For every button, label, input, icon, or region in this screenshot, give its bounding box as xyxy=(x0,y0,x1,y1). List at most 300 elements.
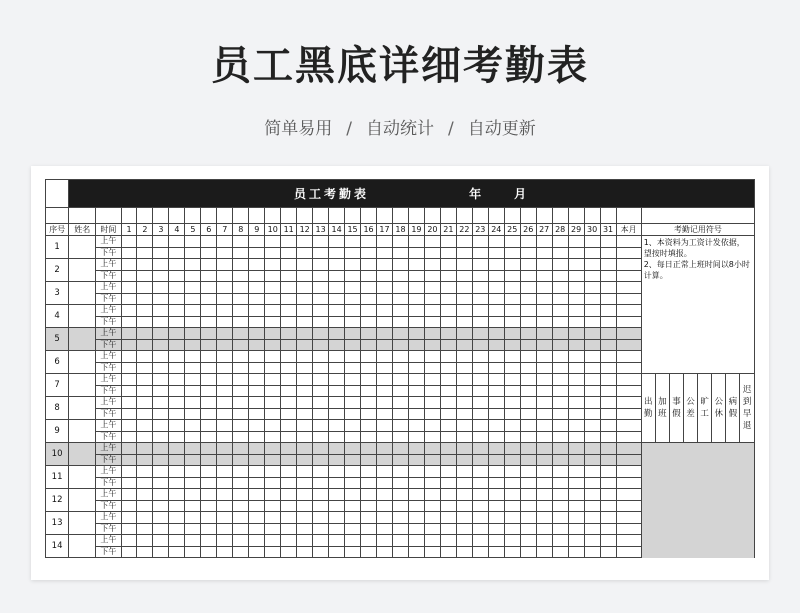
day-cell[interactable] xyxy=(600,339,616,351)
day-cell[interactable] xyxy=(185,282,201,294)
day-cell[interactable] xyxy=(185,500,201,512)
day-cell[interactable] xyxy=(201,282,217,294)
day-cell[interactable] xyxy=(456,236,472,248)
row-name-cell[interactable] xyxy=(69,535,96,558)
day-cell[interactable] xyxy=(281,546,297,558)
day-cell[interactable] xyxy=(456,489,472,501)
day-cell[interactable] xyxy=(520,385,536,397)
day-cell[interactable] xyxy=(440,420,456,432)
day-cell[interactable] xyxy=(536,408,552,420)
day-cell[interactable] xyxy=(265,385,281,397)
day-cell[interactable] xyxy=(600,293,616,305)
day-cell[interactable] xyxy=(377,523,393,535)
day-cell[interactable] xyxy=(137,466,153,478)
day-cell[interactable] xyxy=(377,270,393,282)
day-cell[interactable] xyxy=(504,535,520,547)
day-cell[interactable] xyxy=(297,431,313,443)
day-cell[interactable] xyxy=(297,270,313,282)
day-cell[interactable] xyxy=(265,282,281,294)
day-cell[interactable] xyxy=(584,431,600,443)
day-cell[interactable] xyxy=(456,546,472,558)
day-cell[interactable] xyxy=(520,500,536,512)
day-cell[interactable] xyxy=(408,236,424,248)
day-cell[interactable] xyxy=(281,362,297,374)
day-cell[interactable] xyxy=(137,339,153,351)
day-cell[interactable] xyxy=(201,535,217,547)
day-cell[interactable] xyxy=(536,466,552,478)
day-cell[interactable] xyxy=(488,420,504,432)
day-cell[interactable] xyxy=(552,282,568,294)
day-cell[interactable] xyxy=(313,362,329,374)
day-cell[interactable] xyxy=(472,443,488,455)
day-cell[interactable] xyxy=(201,466,217,478)
day-cell[interactable] xyxy=(408,512,424,524)
day-cell[interactable] xyxy=(472,374,488,386)
day-cell[interactable] xyxy=(440,351,456,363)
day-cell[interactable] xyxy=(520,454,536,466)
day-cell[interactable] xyxy=(568,362,584,374)
day-cell[interactable] xyxy=(504,477,520,489)
day-cell[interactable] xyxy=(440,316,456,328)
day-cell[interactable] xyxy=(329,489,345,501)
day-cell[interactable] xyxy=(281,236,297,248)
row-name-cell[interactable] xyxy=(69,305,96,328)
day-cell[interactable] xyxy=(584,535,600,547)
day-cell[interactable] xyxy=(361,500,377,512)
day-cell[interactable] xyxy=(169,236,185,248)
day-cell[interactable] xyxy=(504,466,520,478)
day-cell[interactable] xyxy=(440,523,456,535)
day-cell[interactable] xyxy=(536,431,552,443)
day-cell[interactable] xyxy=(424,420,440,432)
day-cell[interactable] xyxy=(456,339,472,351)
day-cell[interactable] xyxy=(552,236,568,248)
day-cell[interactable] xyxy=(329,466,345,478)
day-cell[interactable] xyxy=(121,305,137,317)
day-cell[interactable] xyxy=(153,500,169,512)
day-cell[interactable] xyxy=(297,293,313,305)
day-cell[interactable] xyxy=(313,293,329,305)
day-cell[interactable] xyxy=(520,489,536,501)
day-cell[interactable] xyxy=(201,339,217,351)
day-cell[interactable] xyxy=(456,282,472,294)
day-cell[interactable] xyxy=(552,305,568,317)
day-cell[interactable] xyxy=(153,282,169,294)
day-cell[interactable] xyxy=(233,420,249,432)
day-cell[interactable] xyxy=(153,489,169,501)
day-cell[interactable] xyxy=(345,512,361,524)
day-cell[interactable] xyxy=(137,374,153,386)
day-cell[interactable] xyxy=(568,293,584,305)
day-cell[interactable] xyxy=(392,270,408,282)
day-cell[interactable] xyxy=(456,397,472,409)
day-cell[interactable] xyxy=(424,247,440,259)
day-cell[interactable] xyxy=(201,443,217,455)
day-cell[interactable] xyxy=(408,259,424,271)
day-cell[interactable] xyxy=(361,259,377,271)
day-cell[interactable] xyxy=(584,374,600,386)
day-cell[interactable] xyxy=(361,454,377,466)
day-cell[interactable] xyxy=(520,293,536,305)
day-cell[interactable] xyxy=(584,546,600,558)
day-cell[interactable] xyxy=(472,270,488,282)
day-cell[interactable] xyxy=(536,477,552,489)
day-cell[interactable] xyxy=(408,293,424,305)
day-cell[interactable] xyxy=(568,431,584,443)
day-cell[interactable] xyxy=(265,270,281,282)
day-cell[interactable] xyxy=(185,351,201,363)
day-cell[interactable] xyxy=(121,535,137,547)
day-cell[interactable] xyxy=(361,408,377,420)
day-cell[interactable] xyxy=(440,535,456,547)
day-cell[interactable] xyxy=(185,431,201,443)
day-cell[interactable] xyxy=(265,374,281,386)
row-name-cell[interactable] xyxy=(69,420,96,443)
day-cell[interactable] xyxy=(424,339,440,351)
day-cell[interactable] xyxy=(313,282,329,294)
day-cell[interactable] xyxy=(233,489,249,501)
day-cell[interactable] xyxy=(153,397,169,409)
day-cell[interactable] xyxy=(600,466,616,478)
day-cell[interactable] xyxy=(185,523,201,535)
day-cell[interactable] xyxy=(137,293,153,305)
day-cell[interactable] xyxy=(377,546,393,558)
day-cell[interactable] xyxy=(504,236,520,248)
day-cell[interactable] xyxy=(488,339,504,351)
day-cell[interactable] xyxy=(265,362,281,374)
day-cell[interactable] xyxy=(121,454,137,466)
day-cell[interactable] xyxy=(169,431,185,443)
day-cell[interactable] xyxy=(520,477,536,489)
day-cell[interactable] xyxy=(440,443,456,455)
day-cell[interactable] xyxy=(345,523,361,535)
day-cell[interactable] xyxy=(584,477,600,489)
day-cell[interactable] xyxy=(504,489,520,501)
day-cell[interactable] xyxy=(424,282,440,294)
day-cell[interactable] xyxy=(121,477,137,489)
day-cell[interactable] xyxy=(201,351,217,363)
day-cell[interactable] xyxy=(137,431,153,443)
day-cell[interactable] xyxy=(488,454,504,466)
day-cell[interactable] xyxy=(536,270,552,282)
day-cell[interactable] xyxy=(313,408,329,420)
day-cell[interactable] xyxy=(584,351,600,363)
day-cell[interactable] xyxy=(456,431,472,443)
day-cell[interactable] xyxy=(329,351,345,363)
day-cell[interactable] xyxy=(504,546,520,558)
day-cell[interactable] xyxy=(568,454,584,466)
day-cell[interactable] xyxy=(408,500,424,512)
day-cell[interactable] xyxy=(265,316,281,328)
day-cell[interactable] xyxy=(408,477,424,489)
day-cell[interactable] xyxy=(520,466,536,478)
day-cell[interactable] xyxy=(233,535,249,547)
day-cell[interactable] xyxy=(169,546,185,558)
day-cell[interactable] xyxy=(377,247,393,259)
day-cell[interactable] xyxy=(121,500,137,512)
day-cell[interactable] xyxy=(488,374,504,386)
day-cell[interactable] xyxy=(201,523,217,535)
day-cell[interactable] xyxy=(249,351,265,363)
day-cell[interactable] xyxy=(153,443,169,455)
day-cell[interactable] xyxy=(552,500,568,512)
day-cell[interactable] xyxy=(392,316,408,328)
day-cell[interactable] xyxy=(520,512,536,524)
day-cell[interactable] xyxy=(329,339,345,351)
day-cell[interactable] xyxy=(329,443,345,455)
day-cell[interactable] xyxy=(329,362,345,374)
day-cell[interactable] xyxy=(217,546,233,558)
day-cell[interactable] xyxy=(361,282,377,294)
day-cell[interactable] xyxy=(185,316,201,328)
day-cell[interactable] xyxy=(424,535,440,547)
day-cell[interactable] xyxy=(377,477,393,489)
day-cell[interactable] xyxy=(249,339,265,351)
day-cell[interactable] xyxy=(137,282,153,294)
day-cell[interactable] xyxy=(377,259,393,271)
day-cell[interactable] xyxy=(600,512,616,524)
day-cell[interactable] xyxy=(568,500,584,512)
day-cell[interactable] xyxy=(249,374,265,386)
day-cell[interactable] xyxy=(169,466,185,478)
day-cell[interactable] xyxy=(440,385,456,397)
day-cell[interactable] xyxy=(584,408,600,420)
day-cell[interactable] xyxy=(297,236,313,248)
day-cell[interactable] xyxy=(536,546,552,558)
day-cell[interactable] xyxy=(600,431,616,443)
day-cell[interactable] xyxy=(249,236,265,248)
day-cell[interactable] xyxy=(552,454,568,466)
day-cell[interactable] xyxy=(249,477,265,489)
day-cell[interactable] xyxy=(313,259,329,271)
day-cell[interactable] xyxy=(169,316,185,328)
day-cell[interactable] xyxy=(488,477,504,489)
day-cell[interactable] xyxy=(313,397,329,409)
day-cell[interactable] xyxy=(440,259,456,271)
day-cell[interactable] xyxy=(408,420,424,432)
day-cell[interactable] xyxy=(185,259,201,271)
day-cell[interactable] xyxy=(153,316,169,328)
day-cell[interactable] xyxy=(377,489,393,501)
day-cell[interactable] xyxy=(472,420,488,432)
day-cell[interactable] xyxy=(488,236,504,248)
day-cell[interactable] xyxy=(600,523,616,535)
day-cell[interactable] xyxy=(361,420,377,432)
day-cell[interactable] xyxy=(568,385,584,397)
day-cell[interactable] xyxy=(472,500,488,512)
day-cell[interactable] xyxy=(313,535,329,547)
day-cell[interactable] xyxy=(345,351,361,363)
day-cell[interactable] xyxy=(121,259,137,271)
day-cell[interactable] xyxy=(345,466,361,478)
day-cell[interactable] xyxy=(137,420,153,432)
day-cell[interactable] xyxy=(233,247,249,259)
day-cell[interactable] xyxy=(121,236,137,248)
day-cell[interactable] xyxy=(520,247,536,259)
day-cell[interactable] xyxy=(552,293,568,305)
day-cell[interactable] xyxy=(313,305,329,317)
day-cell[interactable] xyxy=(568,236,584,248)
day-cell[interactable] xyxy=(568,259,584,271)
day-cell[interactable] xyxy=(233,259,249,271)
day-cell[interactable] xyxy=(217,535,233,547)
day-cell[interactable] xyxy=(600,443,616,455)
day-cell[interactable] xyxy=(297,420,313,432)
day-cell[interactable] xyxy=(424,431,440,443)
day-cell[interactable] xyxy=(361,443,377,455)
day-cell[interactable] xyxy=(169,523,185,535)
day-cell[interactable] xyxy=(424,362,440,374)
day-cell[interactable] xyxy=(440,282,456,294)
day-cell[interactable] xyxy=(249,385,265,397)
day-cell[interactable] xyxy=(488,305,504,317)
day-cell[interactable] xyxy=(313,477,329,489)
day-cell[interactable] xyxy=(568,397,584,409)
day-cell[interactable] xyxy=(169,282,185,294)
day-cell[interactable] xyxy=(281,523,297,535)
day-cell[interactable] xyxy=(377,454,393,466)
day-cell[interactable] xyxy=(281,305,297,317)
day-cell[interactable] xyxy=(440,431,456,443)
day-cell[interactable] xyxy=(153,247,169,259)
day-cell[interactable] xyxy=(377,431,393,443)
row-name-cell[interactable] xyxy=(69,489,96,512)
day-cell[interactable] xyxy=(424,500,440,512)
day-cell[interactable] xyxy=(329,385,345,397)
day-cell[interactable] xyxy=(153,477,169,489)
day-cell[interactable] xyxy=(153,339,169,351)
day-cell[interactable] xyxy=(504,316,520,328)
day-cell[interactable] xyxy=(217,270,233,282)
day-cell[interactable] xyxy=(584,247,600,259)
day-cell[interactable] xyxy=(504,523,520,535)
day-cell[interactable] xyxy=(297,477,313,489)
row-name-cell[interactable] xyxy=(69,512,96,535)
day-cell[interactable] xyxy=(488,512,504,524)
day-cell[interactable] xyxy=(424,397,440,409)
day-cell[interactable] xyxy=(536,500,552,512)
day-cell[interactable] xyxy=(584,466,600,478)
day-cell[interactable] xyxy=(137,489,153,501)
day-cell[interactable] xyxy=(265,236,281,248)
day-cell[interactable] xyxy=(456,305,472,317)
day-cell[interactable] xyxy=(329,512,345,524)
day-cell[interactable] xyxy=(217,236,233,248)
day-cell[interactable] xyxy=(281,293,297,305)
day-cell[interactable] xyxy=(408,489,424,501)
day-cell[interactable] xyxy=(185,408,201,420)
day-cell[interactable] xyxy=(600,385,616,397)
day-cell[interactable] xyxy=(201,477,217,489)
day-cell[interactable] xyxy=(345,293,361,305)
day-cell[interactable] xyxy=(424,385,440,397)
day-cell[interactable] xyxy=(504,420,520,432)
day-cell[interactable] xyxy=(121,374,137,386)
day-cell[interactable] xyxy=(552,351,568,363)
day-cell[interactable] xyxy=(185,293,201,305)
day-cell[interactable] xyxy=(169,408,185,420)
day-cell[interactable] xyxy=(345,408,361,420)
day-cell[interactable] xyxy=(456,443,472,455)
day-cell[interactable] xyxy=(361,466,377,478)
day-cell[interactable] xyxy=(217,466,233,478)
day-cell[interactable] xyxy=(329,316,345,328)
day-cell[interactable] xyxy=(153,408,169,420)
day-cell[interactable] xyxy=(552,397,568,409)
day-cell[interactable] xyxy=(392,259,408,271)
day-cell[interactable] xyxy=(536,305,552,317)
day-cell[interactable] xyxy=(185,466,201,478)
day-cell[interactable] xyxy=(281,477,297,489)
day-cell[interactable] xyxy=(440,328,456,340)
day-cell[interactable] xyxy=(456,523,472,535)
day-cell[interactable] xyxy=(408,466,424,478)
day-cell[interactable] xyxy=(281,339,297,351)
day-cell[interactable] xyxy=(392,397,408,409)
day-cell[interactable] xyxy=(536,282,552,294)
day-cell[interactable] xyxy=(440,408,456,420)
day-cell[interactable] xyxy=(121,385,137,397)
day-cell[interactable] xyxy=(281,535,297,547)
day-cell[interactable] xyxy=(345,397,361,409)
day-cell[interactable] xyxy=(265,466,281,478)
day-cell[interactable] xyxy=(233,385,249,397)
day-cell[interactable] xyxy=(568,282,584,294)
day-cell[interactable] xyxy=(281,374,297,386)
day-cell[interactable] xyxy=(440,362,456,374)
day-cell[interactable] xyxy=(424,305,440,317)
day-cell[interactable] xyxy=(488,362,504,374)
day-cell[interactable] xyxy=(488,351,504,363)
day-cell[interactable] xyxy=(504,305,520,317)
day-cell[interactable] xyxy=(345,339,361,351)
day-cell[interactable] xyxy=(440,454,456,466)
day-cell[interactable] xyxy=(185,420,201,432)
day-cell[interactable] xyxy=(361,512,377,524)
day-cell[interactable] xyxy=(329,282,345,294)
day-cell[interactable] xyxy=(137,270,153,282)
day-cell[interactable] xyxy=(504,259,520,271)
day-cell[interactable] xyxy=(472,305,488,317)
day-cell[interactable] xyxy=(313,270,329,282)
day-cell[interactable] xyxy=(281,385,297,397)
day-cell[interactable] xyxy=(361,351,377,363)
day-cell[interactable] xyxy=(600,454,616,466)
day-cell[interactable] xyxy=(121,339,137,351)
day-cell[interactable] xyxy=(121,523,137,535)
day-cell[interactable] xyxy=(169,259,185,271)
day-cell[interactable] xyxy=(233,454,249,466)
day-cell[interactable] xyxy=(440,512,456,524)
day-cell[interactable] xyxy=(568,477,584,489)
day-cell[interactable] xyxy=(392,236,408,248)
day-cell[interactable] xyxy=(456,362,472,374)
day-cell[interactable] xyxy=(568,546,584,558)
day-cell[interactable] xyxy=(313,546,329,558)
day-cell[interactable] xyxy=(520,270,536,282)
day-cell[interactable] xyxy=(329,328,345,340)
day-cell[interactable] xyxy=(297,454,313,466)
day-cell[interactable] xyxy=(361,362,377,374)
day-cell[interactable] xyxy=(217,385,233,397)
day-cell[interactable] xyxy=(600,282,616,294)
day-cell[interactable] xyxy=(504,328,520,340)
row-name-cell[interactable] xyxy=(69,282,96,305)
day-cell[interactable] xyxy=(217,477,233,489)
day-cell[interactable] xyxy=(281,397,297,409)
day-cell[interactable] xyxy=(472,512,488,524)
day-cell[interactable] xyxy=(377,328,393,340)
